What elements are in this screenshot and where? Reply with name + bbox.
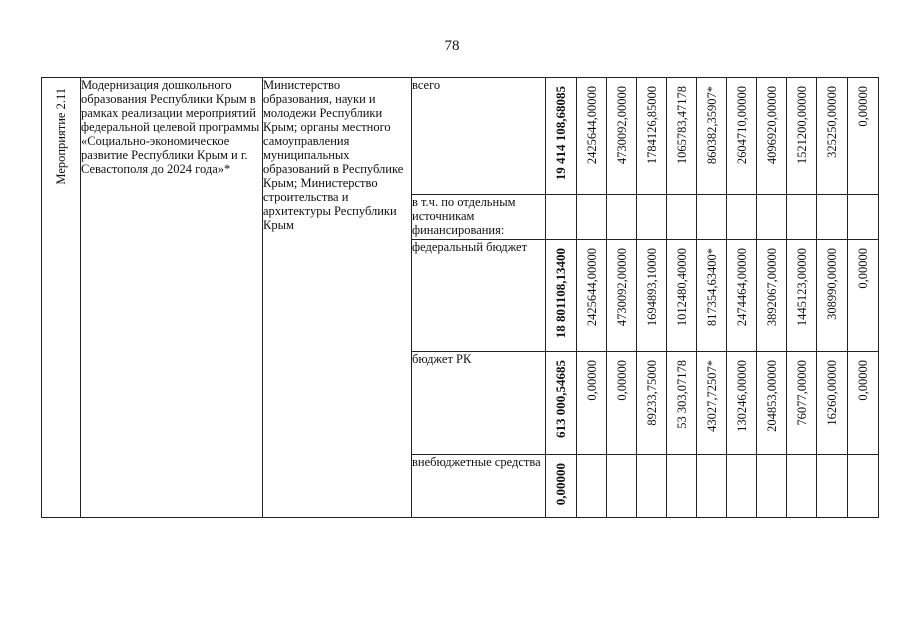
value-cell — [787, 195, 817, 240]
value-text: 0,00000 — [856, 248, 870, 289]
value-cell — [787, 352, 817, 455]
value-text: 817354,63400* — [704, 248, 719, 327]
value-cell — [757, 195, 787, 240]
executor-text: Министерство образования, науки и молодежи Республики Крым; органы местного самоуправления муниципальных образований в Республике Крым; Министерство строительства и архитектуры Республики Крым — [263, 78, 404, 232]
value-text: 0,00000 — [856, 86, 870, 127]
value-text: 2425644,00000 — [584, 248, 599, 327]
value-cell — [667, 78, 697, 195]
source-cell — [412, 352, 546, 455]
value-text: 308990,00000 — [825, 248, 839, 320]
value-cell — [697, 352, 727, 455]
total-value: 18 801108,13400 — [553, 248, 568, 339]
source-label: всего — [412, 78, 441, 92]
value-cell — [727, 352, 757, 455]
value-cell — [787, 240, 817, 352]
table-row — [42, 78, 879, 195]
value-cell — [577, 455, 607, 518]
value-cell — [787, 78, 817, 195]
value-text: 4096920,00000 — [764, 86, 779, 165]
value-text: 2474464,00000 — [734, 248, 749, 327]
source-cell — [412, 240, 546, 352]
value-cell — [667, 195, 697, 240]
value-cell — [607, 78, 637, 195]
measure-name: Модернизация дошкольного образования Республики Крым в рамках реализации мероприятий федеральной целевой программы «Социально-экономическое развитие Республики Крым и г. Севастополя до 2024 года»* — [81, 78, 260, 176]
value-cell — [727, 240, 757, 352]
total-value: 0,00000 — [553, 463, 568, 506]
value-cell — [577, 352, 607, 455]
value-text: 4730092,00000 — [614, 248, 629, 327]
value-text: 3892067,00000 — [764, 248, 779, 327]
value-cell — [817, 352, 848, 455]
value-cell — [727, 195, 757, 240]
value-text: 2425644,00000 — [584, 86, 599, 165]
value-text: 2604710,00000 — [734, 86, 749, 165]
value-cell — [577, 240, 607, 352]
value-text: 1521200,00000 — [794, 86, 809, 165]
value-text: 43027,72507* — [704, 360, 719, 432]
value-cell — [727, 78, 757, 195]
value-cell — [607, 195, 637, 240]
value-cell — [637, 195, 667, 240]
value-text: 1065783,47178 — [674, 86, 689, 165]
value-cell — [817, 78, 848, 195]
source-label: бюджет РК — [412, 352, 472, 366]
value-cell — [637, 352, 667, 455]
value-cell — [817, 195, 848, 240]
value-cell — [577, 78, 607, 195]
measure-code: Мероприятие 2.11 — [54, 88, 68, 185]
value-cell — [817, 240, 848, 352]
value-text: 1012480,40000 — [674, 248, 689, 327]
measure-code-cell — [42, 78, 81, 518]
value-cell — [757, 240, 787, 352]
value-text: 860382,35907* — [704, 86, 719, 165]
value-cell — [637, 78, 667, 195]
value-cell — [817, 455, 848, 518]
budget-table — [41, 77, 879, 518]
value-text: 204853,00000 — [764, 360, 779, 432]
value-cell — [577, 195, 607, 240]
value-cell — [637, 455, 667, 518]
value-cell — [697, 195, 727, 240]
value-text: 130246,00000 — [734, 360, 749, 432]
value-cell — [607, 240, 637, 352]
value-cell — [848, 195, 879, 240]
value-cell — [607, 352, 637, 455]
total-value: 19 414 108,68085 — [553, 86, 568, 181]
source-cell — [412, 78, 546, 195]
source-label: федеральный бюджет — [412, 240, 528, 254]
measure-name-cell — [81, 78, 263, 518]
total-cell — [546, 455, 577, 518]
value-text: 89233,75000 — [644, 360, 659, 426]
value-cell — [607, 455, 637, 518]
value-cell — [848, 352, 879, 455]
value-cell — [757, 78, 787, 195]
value-text: 53 303,07178 — [674, 360, 689, 429]
value-cell — [697, 78, 727, 195]
value-cell — [727, 455, 757, 518]
value-text: 0,00000 — [584, 360, 599, 401]
executor-cell — [263, 78, 412, 518]
value-text: 1694893,10000 — [644, 248, 659, 327]
source-label: в т.ч. по отдельным источникам финансирования: — [412, 195, 516, 237]
value-cell — [697, 455, 727, 518]
total-cell — [546, 352, 577, 455]
source-label: внебюджетные средства — [412, 455, 541, 469]
value-cell — [848, 455, 879, 518]
value-cell — [757, 455, 787, 518]
value-text: 1784126,85000 — [644, 86, 659, 165]
source-cell — [412, 195, 546, 240]
total-value: 613 000,54685 — [553, 360, 568, 438]
value-cell — [667, 352, 697, 455]
total-cell — [546, 195, 577, 240]
value-cell — [848, 78, 879, 195]
value-text: 0,00000 — [856, 360, 870, 401]
value-text: 0,00000 — [614, 360, 629, 401]
value-text: 16260,00000 — [825, 360, 839, 426]
value-cell — [637, 240, 667, 352]
total-cell — [546, 240, 577, 352]
value-text: 1445123,00000 — [794, 248, 809, 327]
value-cell — [667, 240, 697, 352]
value-cell — [697, 240, 727, 352]
source-cell — [412, 455, 546, 518]
total-cell — [546, 78, 577, 195]
value-text: 76077,00000 — [794, 360, 809, 426]
page-number: 78 — [444, 38, 460, 54]
value-cell — [848, 240, 879, 352]
value-text: 4730092,00000 — [614, 86, 629, 165]
value-cell — [757, 352, 787, 455]
value-cell — [787, 455, 817, 518]
value-cell — [667, 455, 697, 518]
value-text: 325250,00000 — [825, 86, 839, 158]
